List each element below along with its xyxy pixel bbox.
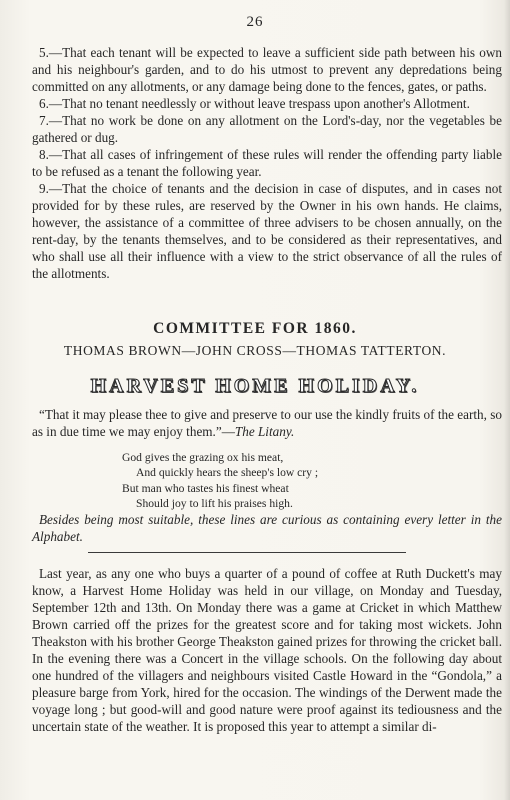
- harvest-narrative: Last year, as any one who buys a quarter of a pound of coffee at Ruth Duckett's may know, a Harvest Home Holiday was held in our village, on Monday and Tuesday, September 12th and 13th. On Monday there was a game at Cricket in which Matthew Brown carried off the prizes for the greatest score and for taking most wickets. John Theakston with his brother George Theakston gained prizes for throwing the cricket ball. In the evening there was a Concert in the village schools. On the following day about one hundred of the villagers and neighbours visited Castle Howard in the “Gondola,” a pleasure barge from York, hired for the occasion. The windings of the Derwent made the voyage long ; but good-will and good nature were proof against its tediousness and the uncertain state of the weather. It is proposed this year to attempt a similar di-: [32, 566, 502, 734]
- harvest-narrative-block: [32, 565, 502, 735]
- rule-9: 9.—That the choice of tenants and the decision in case of disputes, and in cases not provided for by these rules, are reserved by the Owner in his own hands. He claims, however, the assistance of a committee of three advisers to be chosen annually, on the rent-day, by the tenants themselves, and to be considered as their representatives, and who shall use all their influence with a view to the strict observance of all the rules of the allotments.: [32, 181, 502, 281]
- poem: [122, 450, 422, 512]
- committee-title: COMMITTEE FOR 1860.: [153, 320, 357, 337]
- page-number: 26: [246, 14, 264, 30]
- page-edge-shadow: [504, 0, 510, 800]
- section-divider: [88, 552, 406, 553]
- poem-line: Should joy to lift his praises high.: [136, 497, 293, 511]
- litany-quote: [32, 406, 502, 440]
- rule-7: 7.—That no work be done on any allotment on the Lord's-day, nor the vegetables be gathered or dug.: [32, 113, 502, 145]
- litany-source: The Litany.: [234, 424, 295, 439]
- harvest-home-heading: HARVEST HOME HOLIDAY.: [90, 375, 420, 397]
- alphabet-note-block: [32, 511, 502, 545]
- rule-8: 8.—That all cases of infringement of these rules will render the offending party liable to be refused as a tenant the following year.: [32, 147, 502, 179]
- poem-line: And quickly hears the sheep's low cry ;: [136, 466, 319, 480]
- alphabet-note: Besides being most suitable, these lines are curious as containing every letter in the Alphabet.: [32, 512, 502, 544]
- litany-quote-block: [32, 406, 502, 440]
- poem-line: But man who tastes his finest wheat: [122, 481, 289, 495]
- poem-line: God gives the grazing ox his meat,: [122, 451, 284, 464]
- allotment-rules: [32, 44, 502, 282]
- committee-names: THOMAS BROWN—JOHN CROSS—THOMAS TATTERTON.: [63, 343, 447, 358]
- rule-5: 5.—That each tenant will be expected to leave a sufficient side path between his own and his neighbour's garden, and to do his utmost to prevent any depredations being committed on any allotments, or any damage being done to the fences, gates, or paths.: [32, 45, 502, 94]
- rule-6: 6.—That no tenant needlessly or without leave trespass upon another's Allotment.: [39, 96, 470, 111]
- litany-text: “That it may please thee to give and preserve to our use the kindly fruits of the earth, so as in due time we may enjoy them.”—: [32, 407, 502, 439]
